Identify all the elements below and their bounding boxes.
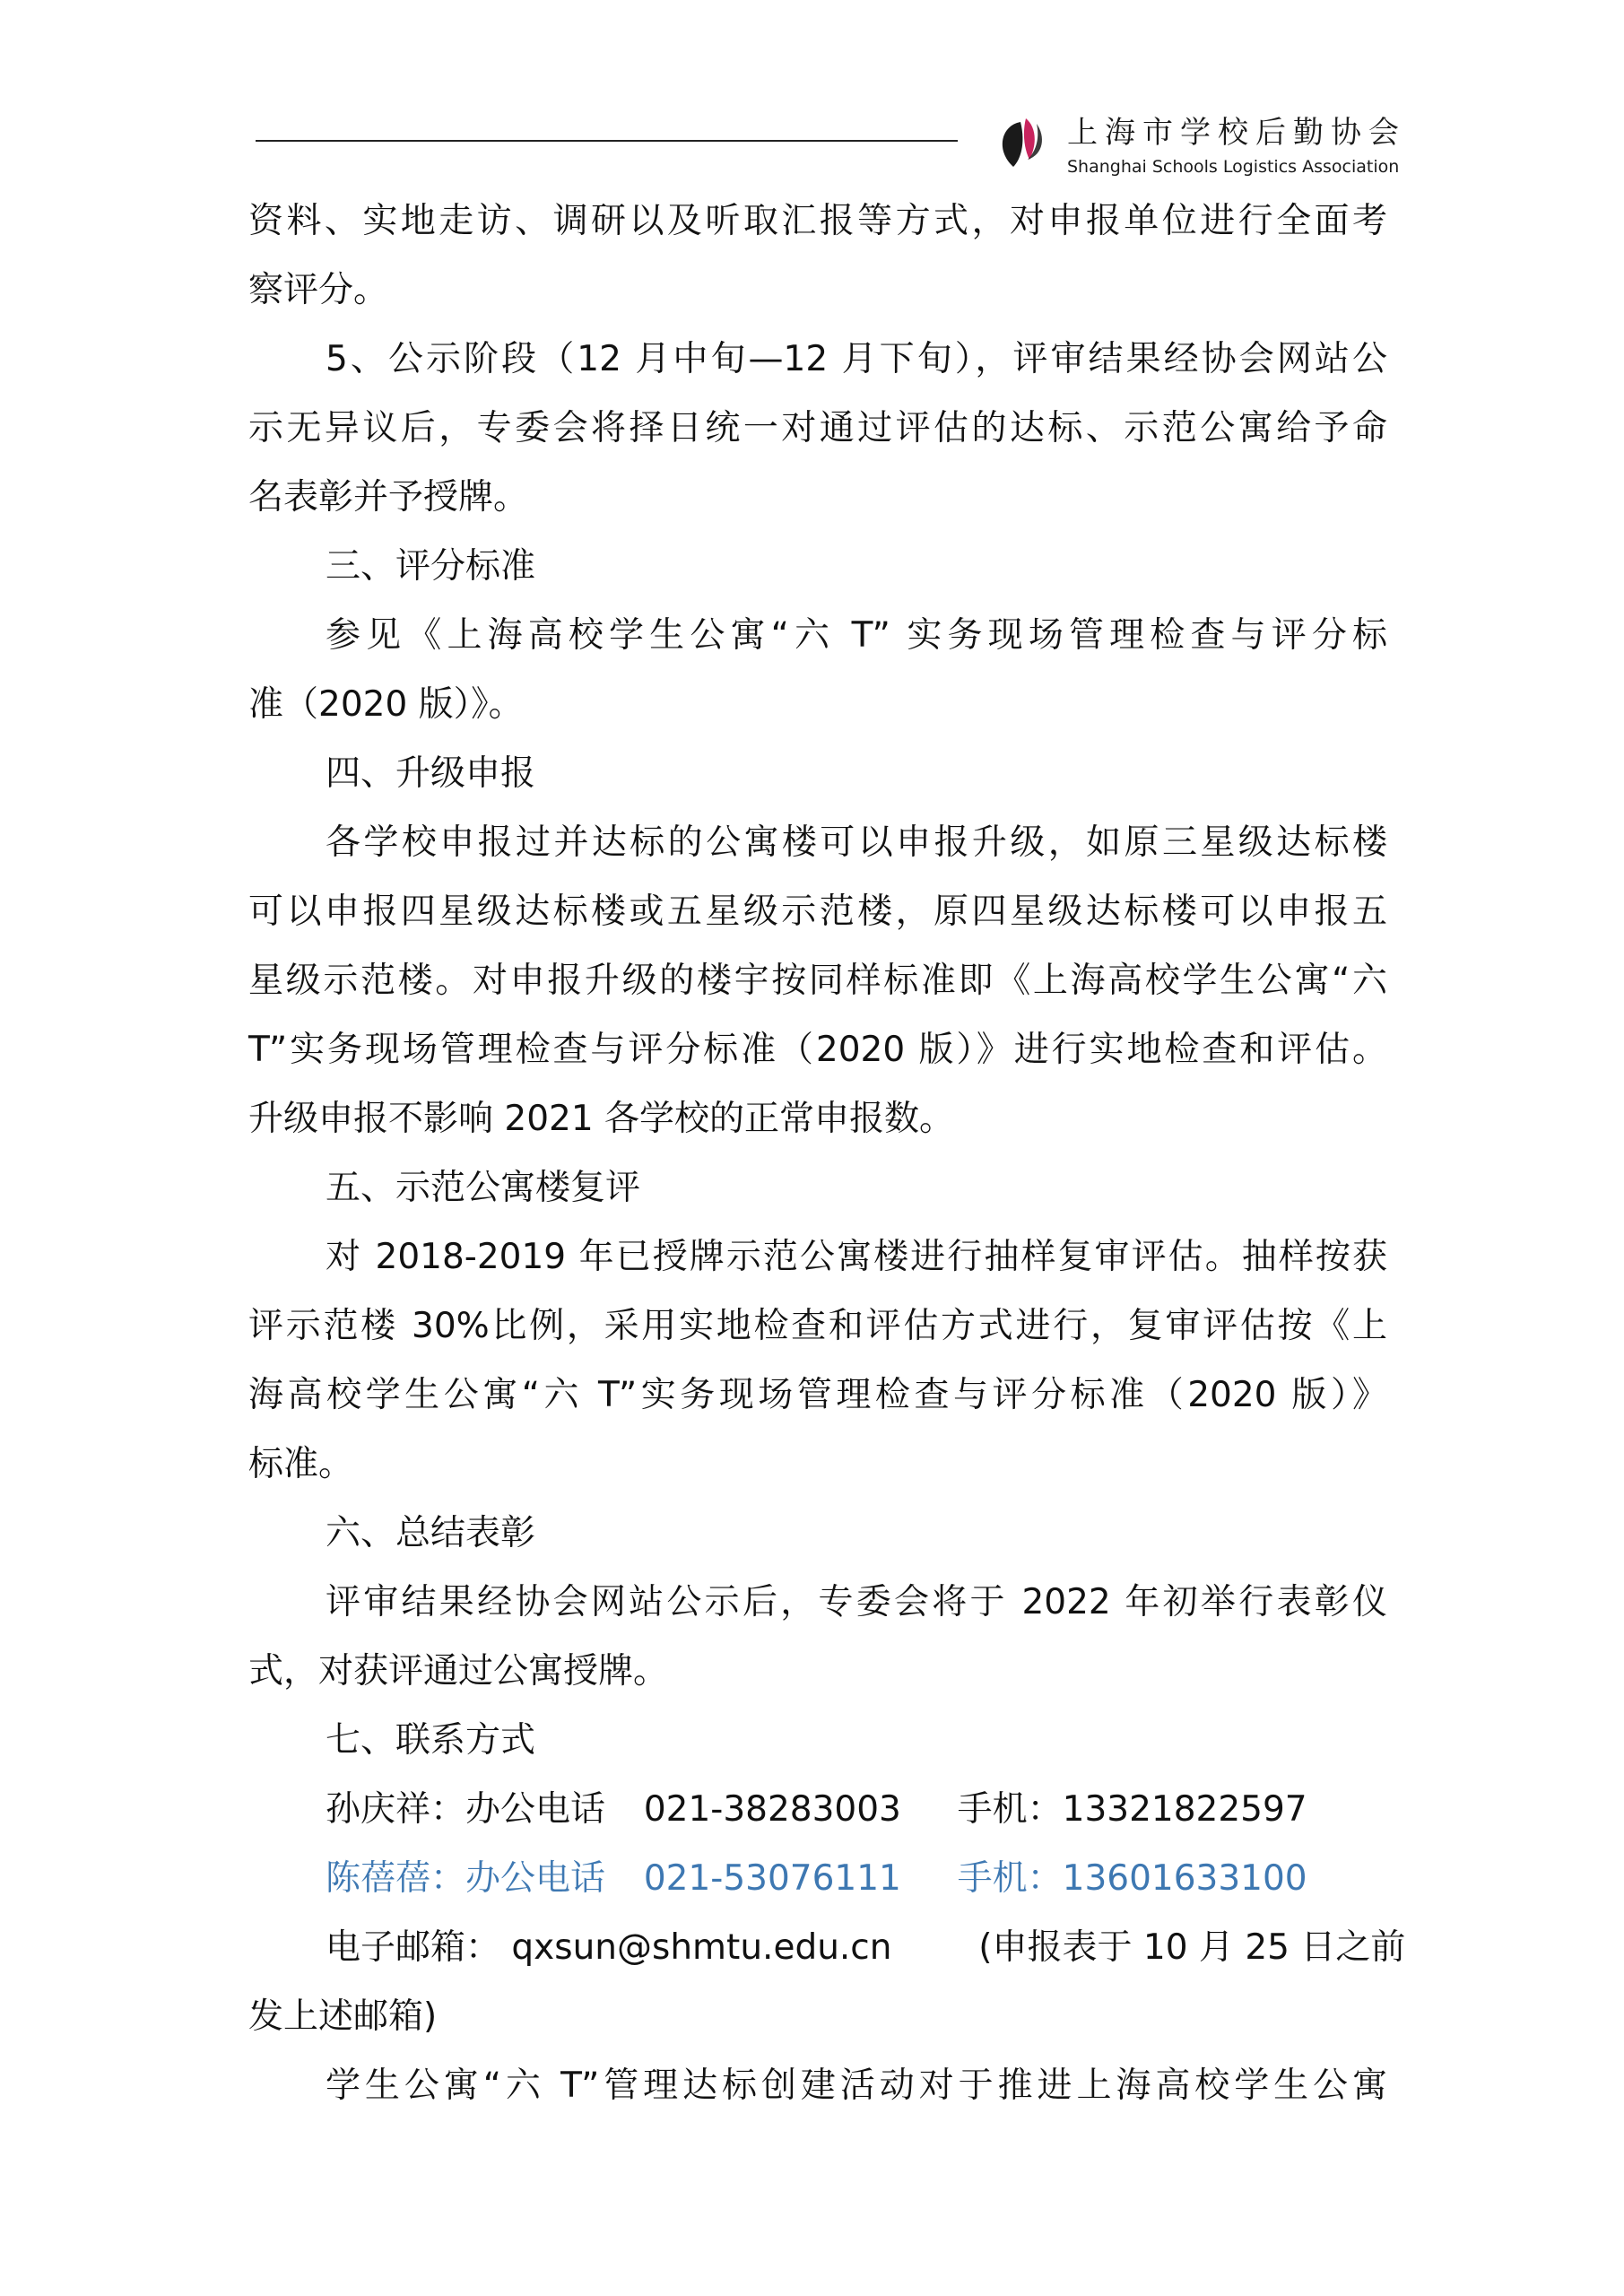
email-link[interactable]: qxsun@shmtu.edu.cn: [511, 1927, 892, 1968]
section-heading: 五、示范公寓楼复评: [326, 1168, 641, 1208]
org-name-cn: 上海市学校后勤协会: [1067, 115, 1406, 151]
paragraph-line: 发上述邮箱): [248, 1996, 438, 2037]
contact-mobile: 手机：13601633100: [957, 1858, 1307, 1899]
email-note: (申报表于 10 月 25 日之前: [978, 1927, 1406, 1968]
paragraph-line: 各学校申报过并达标的公寓楼可以申报升级，如原三星级达标楼: [326, 822, 1387, 863]
paragraph-line: 5、公示阶段（12 月中旬—12 月下旬），评审结果经协会网站公: [326, 339, 1387, 379]
paragraph-line: 评示范楼 30%比例，采用实地检查和评估方式进行，复审评估按《上: [248, 1306, 1387, 1346]
paragraph-line: 名表彰并予授牌。: [248, 477, 529, 517]
contact-name: 陈蓓蓓：办公电话: [326, 1858, 606, 1899]
section-heading: 四、升级申报: [326, 753, 536, 794]
header-rule: [256, 140, 958, 142]
paragraph-line: 海高校学生公寓“六 T”实务现场管理检查与评分标准（2020 版）》: [248, 1375, 1387, 1415]
paragraph-line: 星级示范楼。对申报升级的楼宇按同样标准即《上海高校学生公寓“六: [248, 961, 1387, 1001]
contact-office-phone: 021-53076111: [643, 1858, 901, 1899]
org-name-en: Shanghai Schools Logistics Association: [1067, 157, 1400, 177]
paragraph-line: 升级申报不影响 2021 各学校的正常申报数。: [248, 1099, 955, 1139]
contact-row: [248, 1844, 1387, 1913]
contact-mobile: 手机：13321822597: [957, 1789, 1307, 1830]
paragraph-line: 资料、实地走访、调研以及听取汇报等方式，对申报单位进行全面考: [248, 201, 1387, 241]
document-body: [248, 187, 1406, 2120]
paragraph-line: 可以申报四星级达标楼或五星级示范楼，原四星级达标楼可以申报五: [248, 891, 1387, 932]
paragraph-line: 式，对获评通过公寓授牌。: [248, 1651, 669, 1692]
association-logo-icon: [994, 113, 1053, 172]
section-heading: 六、总结表彰: [326, 1513, 536, 1553]
contact-name: 孙庆祥：办公电话: [326, 1789, 606, 1830]
paragraph-line: 准（2020 版）》。: [248, 684, 524, 725]
paragraph-line: 示无异议后，专委会将择日统一对通过评估的达标、示范公寓给予命: [248, 408, 1387, 448]
paragraph-line: 对 2018-2019 年已授牌示范公寓楼进行抽样复审评估。抽样按获: [326, 1237, 1387, 1277]
section-heading: 七、联系方式: [326, 1720, 536, 1761]
paragraph-line: T”实务现场管理检查与评分标准（2020 版）》进行实地检查和评估。: [248, 1030, 1387, 1070]
paragraph-line: 评审结果经协会网站公示后，专委会将于 2022 年初举行表彰仪: [326, 1582, 1387, 1622]
section-heading: 三、评分标准: [326, 546, 536, 587]
paragraph-line: 标准。: [248, 1444, 354, 1484]
paragraph-line: 学生公寓“六 T”管理达标创建活动对于推进上海高校学生公寓: [326, 2066, 1387, 2106]
contact-row: [248, 1775, 1387, 1844]
email-row: [248, 1913, 1406, 1982]
paragraph-line: 察评分。: [248, 270, 389, 310]
paragraph-line: 参见《上海高校学生公寓“六 T” 实务现场管理检查与评分标: [326, 615, 1387, 656]
contact-office-phone: 021-38283003: [643, 1789, 901, 1830]
email-label: 电子邮箱：: [326, 1927, 501, 1968]
